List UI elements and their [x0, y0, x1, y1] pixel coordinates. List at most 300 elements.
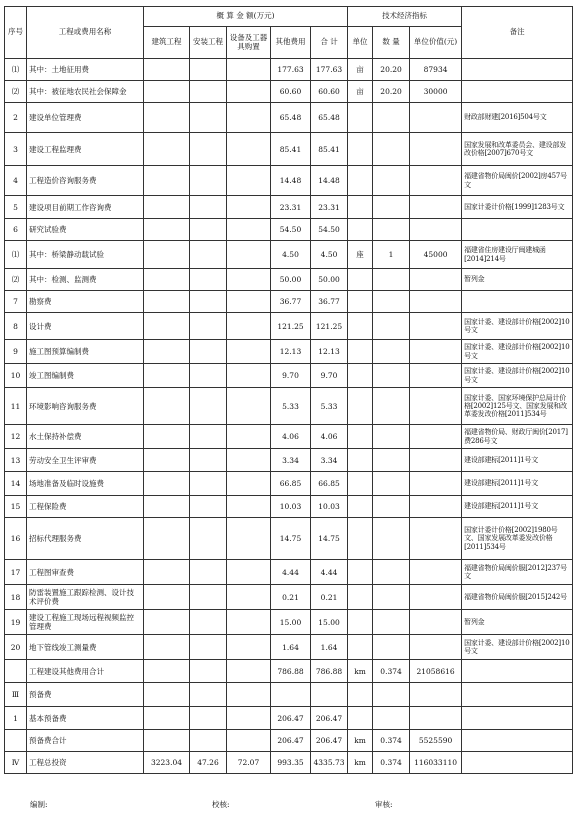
- cell-equipment: [227, 660, 271, 683]
- header-other-cost: 其他费用: [271, 27, 311, 59]
- cell-seq: 18: [5, 585, 27, 610]
- table-row: [5, 585, 573, 610]
- cell-name: 防雷装置施工跟踪检测、设计技术评价费: [27, 585, 144, 610]
- cell-name: 施工图预算编制费: [27, 340, 144, 364]
- cell-note: 福建省物价局闽价服[2015]242号: [462, 585, 573, 610]
- cell-unit-price: [410, 496, 462, 518]
- cell-other-cost: 3.34: [271, 449, 311, 472]
- cell-name: 工程保险费: [27, 496, 144, 518]
- cell-quantity: [373, 518, 410, 560]
- cell-note: 建设部建标[2011]1号文: [462, 496, 573, 518]
- table-row: [5, 560, 573, 585]
- cell-unit: [348, 340, 373, 364]
- cell-unit-price: 87934: [410, 59, 462, 81]
- cell-other-cost: 786.88: [271, 660, 311, 683]
- cell-total: 23.31: [311, 196, 348, 219]
- table-row: [5, 472, 573, 496]
- table-row: [5, 269, 573, 291]
- cell-total: 54.50: [311, 219, 348, 241]
- cell-equipment: [227, 59, 271, 81]
- table-row: [5, 449, 573, 472]
- table-body: [5, 59, 573, 774]
- cell-seq: 7: [5, 291, 27, 313]
- cell-unit: 座: [348, 241, 373, 269]
- cell-name: 建设项目前期工作咨询费: [27, 196, 144, 219]
- table-row: [5, 103, 573, 133]
- cell-seq: 9: [5, 340, 27, 364]
- footer-prepared: 编制:: [30, 800, 48, 809]
- cell-quantity: [373, 560, 410, 585]
- cell-note: 国家计委计价格[2002]1980号文、国家发展改革委发改价格[2011]534号: [462, 518, 573, 560]
- cell-total: 60.60: [311, 81, 348, 103]
- cell-building: [144, 196, 190, 219]
- cell-total: [311, 683, 348, 707]
- cell-name: 其中：土地征用费: [27, 59, 144, 81]
- cell-name: 建设工程监理费: [27, 133, 144, 166]
- footer-reviewed: 审核:: [375, 800, 393, 809]
- cell-seq: 13: [5, 449, 27, 472]
- cell-building: [144, 635, 190, 660]
- table-row: [5, 340, 573, 364]
- table-row: [5, 166, 573, 196]
- cell-unit-price: [410, 585, 462, 610]
- cell-unit: [348, 635, 373, 660]
- cell-total: 14.48: [311, 166, 348, 196]
- cell-unit-price: [410, 196, 462, 219]
- cell-other-cost: 177.63: [271, 59, 311, 81]
- cell-building: [144, 103, 190, 133]
- cell-equipment: [227, 635, 271, 660]
- cell-total: 206.47: [311, 730, 348, 752]
- header-equipment: 设备及工器具购置: [227, 27, 271, 59]
- cell-note: [462, 59, 573, 81]
- cell-note: 国家计委计价格[1999]1283号文: [462, 196, 573, 219]
- cell-quantity: [373, 291, 410, 313]
- cell-unit: [348, 449, 373, 472]
- cell-total: 4335.73: [311, 752, 348, 774]
- cell-install: [190, 388, 227, 425]
- cell-unit-price: [410, 425, 462, 449]
- cell-quantity: [373, 585, 410, 610]
- cell-note: 国家计委、建设部计价格[2002]10号文: [462, 364, 573, 388]
- cell-seq: 6: [5, 219, 27, 241]
- cell-install: [190, 683, 227, 707]
- cell-total: 786.88: [311, 660, 348, 683]
- header-seq: 序号: [5, 7, 27, 59]
- cell-name: 工程总投资: [27, 752, 144, 774]
- cell-other-cost: 14.48: [271, 166, 311, 196]
- cell-unit-price: 30000: [410, 81, 462, 103]
- cell-unit: [348, 313, 373, 340]
- cell-equipment: [227, 81, 271, 103]
- signature-footer: [0, 799, 576, 813]
- cell-equipment: [227, 707, 271, 730]
- cell-name: 设计费: [27, 313, 144, 340]
- cell-other-cost: 4.44: [271, 560, 311, 585]
- cell-install: [190, 269, 227, 291]
- cell-note: 国家计委、建设部计价格[2002]10号文: [462, 313, 573, 340]
- cell-unit: [348, 364, 373, 388]
- cell-install: [190, 241, 227, 269]
- cell-name: 研究试验费: [27, 219, 144, 241]
- cell-quantity: [373, 340, 410, 364]
- table-row: [5, 730, 573, 752]
- cell-equipment: [227, 133, 271, 166]
- cell-unit: [348, 388, 373, 425]
- cell-note: 福建省物价局闽价[2002]房457号文: [462, 166, 573, 196]
- cell-seq: 11: [5, 388, 27, 425]
- cell-install: [190, 425, 227, 449]
- cell-unit-price: [410, 518, 462, 560]
- cell-unit-price: [410, 269, 462, 291]
- cell-unit-price: 45000: [410, 241, 462, 269]
- cell-other-cost: 14.75: [271, 518, 311, 560]
- cell-unit: km: [348, 660, 373, 683]
- cell-equipment: [227, 241, 271, 269]
- cell-name: 招标代理服务费: [27, 518, 144, 560]
- cell-unit-price: [410, 340, 462, 364]
- cell-other-cost: 15.00: [271, 610, 311, 635]
- table-row: [5, 291, 573, 313]
- cell-unit-price: [410, 364, 462, 388]
- cell-unit-price: [410, 449, 462, 472]
- cell-total: 177.63: [311, 59, 348, 81]
- cell-name: 其中：被征地农民社会保障金: [27, 81, 144, 103]
- cell-equipment: [227, 340, 271, 364]
- cell-note: [462, 219, 573, 241]
- cell-total: 4.50: [311, 241, 348, 269]
- cell-other-cost: 65.48: [271, 103, 311, 133]
- cell-total: 14.75: [311, 518, 348, 560]
- cell-name: 其中：检测、监测费: [27, 269, 144, 291]
- cell-total: 9.70: [311, 364, 348, 388]
- cell-unit: 亩: [348, 59, 373, 81]
- cell-seq: 8: [5, 313, 27, 340]
- cell-seq: ⑴: [5, 241, 27, 269]
- table-row: [5, 59, 573, 81]
- cell-other-cost: 60.60: [271, 81, 311, 103]
- cell-building: [144, 660, 190, 683]
- cell-name: 建设单位管理费: [27, 103, 144, 133]
- cell-building: [144, 449, 190, 472]
- cell-building: [144, 364, 190, 388]
- cell-total: 4.44: [311, 560, 348, 585]
- cell-quantity: [373, 103, 410, 133]
- budget-table: [4, 6, 573, 774]
- cell-unit: [348, 219, 373, 241]
- cell-name: 勘察费: [27, 291, 144, 313]
- cell-building: [144, 585, 190, 610]
- cell-other-cost: 121.25: [271, 313, 311, 340]
- cell-equipment: [227, 496, 271, 518]
- cell-note: [462, 707, 573, 730]
- cell-equipment: [227, 313, 271, 340]
- cell-building: [144, 683, 190, 707]
- cell-unit-price: [410, 472, 462, 496]
- cell-note: 国家计委、国家环境保护总局计价格[2002]125号文、国家发展和改革委发改价格[2011]534号: [462, 388, 573, 425]
- cell-install: [190, 103, 227, 133]
- cell-building: [144, 388, 190, 425]
- header-total: 合 计: [311, 27, 348, 59]
- cell-unit: [348, 707, 373, 730]
- cell-equipment: [227, 364, 271, 388]
- cell-building: [144, 313, 190, 340]
- cell-quantity: [373, 496, 410, 518]
- cell-note: 暂列金: [462, 610, 573, 635]
- cell-name: 水土保持补偿费: [27, 425, 144, 449]
- cell-note: 福建省物价局、财政厅闽价[2017]费286号文: [462, 425, 573, 449]
- cell-seq: 2: [5, 103, 27, 133]
- cell-quantity: 20.20: [373, 59, 410, 81]
- table-row: [5, 496, 573, 518]
- cell-install: [190, 560, 227, 585]
- cell-unit-price: [410, 291, 462, 313]
- cell-seq: 4: [5, 166, 27, 196]
- cell-install: [190, 166, 227, 196]
- cell-unit: [348, 585, 373, 610]
- cell-quantity: [373, 166, 410, 196]
- cell-note: [462, 752, 573, 774]
- cell-name: 环境影响咨询服务费: [27, 388, 144, 425]
- cell-name: 基本预备费: [27, 707, 144, 730]
- cell-seq: 17: [5, 560, 27, 585]
- cell-other-cost: 9.70: [271, 364, 311, 388]
- cell-note: [462, 291, 573, 313]
- table-row: [5, 635, 573, 660]
- cell-quantity: 20.20: [373, 81, 410, 103]
- cell-name: 劳动安全卫生评审费: [27, 449, 144, 472]
- header-unit: 单位: [348, 27, 373, 59]
- cell-seq: 14: [5, 472, 27, 496]
- cell-equipment: [227, 518, 271, 560]
- cell-install: [190, 313, 227, 340]
- cell-quantity: [373, 449, 410, 472]
- cell-note: 国家发展和改革委员会、建设部发改价格[2007]670号文: [462, 133, 573, 166]
- cell-name: 场地准备及临时设施费: [27, 472, 144, 496]
- cell-other-cost: 0.21: [271, 585, 311, 610]
- cell-equipment: [227, 103, 271, 133]
- table-row: [5, 388, 573, 425]
- cell-unit: [348, 683, 373, 707]
- cell-total: 4.06: [311, 425, 348, 449]
- cell-unit-price: [410, 388, 462, 425]
- cell-total: 1.64: [311, 635, 348, 660]
- cell-other-cost: 85.41: [271, 133, 311, 166]
- cell-quantity: 0.374: [373, 730, 410, 752]
- cell-other-cost: 66.85: [271, 472, 311, 496]
- cell-seq: [5, 730, 27, 752]
- header-building: 建筑工程: [144, 27, 190, 59]
- cell-quantity: [373, 313, 410, 340]
- cell-install: [190, 707, 227, 730]
- cell-equipment: [227, 219, 271, 241]
- cell-seq: 16: [5, 518, 27, 560]
- cell-seq: 1: [5, 707, 27, 730]
- cell-seq: 15: [5, 496, 27, 518]
- cell-install: [190, 660, 227, 683]
- header-unit-price: 单位价值(元): [410, 27, 462, 59]
- cell-other-cost: [271, 683, 311, 707]
- cell-quantity: [373, 635, 410, 660]
- cell-total: 3.34: [311, 449, 348, 472]
- cell-unit-price: [410, 166, 462, 196]
- cell-unit: [348, 496, 373, 518]
- cell-quantity: [373, 610, 410, 635]
- cell-total: 85.41: [311, 133, 348, 166]
- cell-building: [144, 610, 190, 635]
- cell-building: [144, 425, 190, 449]
- cell-other-cost: 4.06: [271, 425, 311, 449]
- cell-building: [144, 730, 190, 752]
- cell-equipment: [227, 388, 271, 425]
- cell-equipment: [227, 269, 271, 291]
- cell-install: [190, 449, 227, 472]
- cell-other-cost: 206.47: [271, 707, 311, 730]
- cell-install: [190, 340, 227, 364]
- cell-install: [190, 81, 227, 103]
- cell-building: [144, 560, 190, 585]
- cell-unit-price: [410, 707, 462, 730]
- cell-building: [144, 81, 190, 103]
- cell-equipment: [227, 196, 271, 219]
- header-install: 安装工程: [190, 27, 227, 59]
- cell-name: 预备费: [27, 683, 144, 707]
- cell-total: 65.48: [311, 103, 348, 133]
- cell-total: 5.33: [311, 388, 348, 425]
- cell-unit-price: 116033110: [410, 752, 462, 774]
- cell-quantity: [373, 364, 410, 388]
- cell-equipment: 72.07: [227, 752, 271, 774]
- cell-install: [190, 219, 227, 241]
- table-row: [5, 313, 573, 340]
- cell-building: [144, 518, 190, 560]
- cell-other-cost: 4.50: [271, 241, 311, 269]
- cell-unit: [348, 133, 373, 166]
- cell-total: 121.25: [311, 313, 348, 340]
- cell-note: 财政部财建[2016]504号文: [462, 103, 573, 133]
- cell-other-cost: 5.33: [271, 388, 311, 425]
- cell-total: 206.47: [311, 707, 348, 730]
- cell-total: 66.85: [311, 472, 348, 496]
- cell-equipment: [227, 449, 271, 472]
- table-row: [5, 425, 573, 449]
- cell-total: 12.13: [311, 340, 348, 364]
- cell-other-cost: 1.64: [271, 635, 311, 660]
- cell-total: 50.00: [311, 269, 348, 291]
- cell-unit-price: [410, 610, 462, 635]
- cell-note: [462, 81, 573, 103]
- cell-seq: 5: [5, 196, 27, 219]
- cell-quantity: [373, 269, 410, 291]
- cell-unit: [348, 291, 373, 313]
- table-row: [5, 707, 573, 730]
- cell-building: [144, 340, 190, 364]
- cell-unit: [348, 103, 373, 133]
- table-row: [5, 241, 573, 269]
- cell-note: 暂列金: [462, 269, 573, 291]
- cell-seq: Ⅲ: [5, 683, 27, 707]
- cell-seq: 3: [5, 133, 27, 166]
- cell-note: [462, 730, 573, 752]
- header-budget-group: 概 算 金 额(万元): [144, 7, 348, 27]
- cell-building: [144, 707, 190, 730]
- cell-seq: Ⅳ: [5, 752, 27, 774]
- cell-quantity: 0.374: [373, 660, 410, 683]
- cell-other-cost: 36.77: [271, 291, 311, 313]
- cell-install: [190, 635, 227, 660]
- cell-seq: 12: [5, 425, 27, 449]
- cell-unit-price: [410, 560, 462, 585]
- cell-name: 工程造价咨询服务费: [27, 166, 144, 196]
- cell-unit: 亩: [348, 81, 373, 103]
- cell-unit: [348, 610, 373, 635]
- cell-total: 15.00: [311, 610, 348, 635]
- cell-quantity: [373, 425, 410, 449]
- cell-equipment: [227, 560, 271, 585]
- table-row: [5, 133, 573, 166]
- cell-other-cost: 50.00: [271, 269, 311, 291]
- cell-unit-price: 5525590: [410, 730, 462, 752]
- cell-unit: km: [348, 752, 373, 774]
- cell-unit-price: [410, 219, 462, 241]
- cell-equipment: [227, 166, 271, 196]
- cell-other-cost: 54.50: [271, 219, 311, 241]
- cell-seq: 19: [5, 610, 27, 635]
- cell-unit-price: [410, 313, 462, 340]
- cell-quantity: [373, 388, 410, 425]
- cell-unit-price: [410, 103, 462, 133]
- cell-unit: [348, 166, 373, 196]
- cell-total: 10.03: [311, 496, 348, 518]
- cell-install: [190, 496, 227, 518]
- cell-install: [190, 585, 227, 610]
- cell-name: 工程建设其他费用合计: [27, 660, 144, 683]
- cell-unit: km: [348, 730, 373, 752]
- cell-seq: ⑵: [5, 269, 27, 291]
- cell-building: [144, 133, 190, 166]
- cell-unit-price: [410, 635, 462, 660]
- cell-equipment: [227, 683, 271, 707]
- cell-equipment: [227, 472, 271, 496]
- header-quantity: 数 量: [373, 27, 410, 59]
- cell-building: [144, 166, 190, 196]
- cell-building: [144, 219, 190, 241]
- cell-name: 竣工图编制费: [27, 364, 144, 388]
- table-row: [5, 683, 573, 707]
- cell-note: 建设部建标[2011]1号文: [462, 472, 573, 496]
- cell-quantity: 1: [373, 241, 410, 269]
- cell-quantity: [373, 707, 410, 730]
- cell-quantity: 0.374: [373, 752, 410, 774]
- cell-unit: [348, 425, 373, 449]
- cell-unit: [348, 269, 373, 291]
- cell-name: 建设工程施工现场远程视频监控管理费: [27, 610, 144, 635]
- cell-note: 建设部建标[2011]1号文: [462, 449, 573, 472]
- cell-equipment: [227, 425, 271, 449]
- header-name: 工程或费用名称: [27, 7, 144, 59]
- cell-install: [190, 59, 227, 81]
- cell-equipment: [227, 610, 271, 635]
- cell-other-cost: 12.13: [271, 340, 311, 364]
- table-row: [5, 660, 573, 683]
- table-row: [5, 219, 573, 241]
- cell-note: [462, 660, 573, 683]
- cell-quantity: [373, 196, 410, 219]
- cell-unit-price: [410, 133, 462, 166]
- cell-building: [144, 241, 190, 269]
- cell-seq: [5, 660, 27, 683]
- cell-quantity: [373, 219, 410, 241]
